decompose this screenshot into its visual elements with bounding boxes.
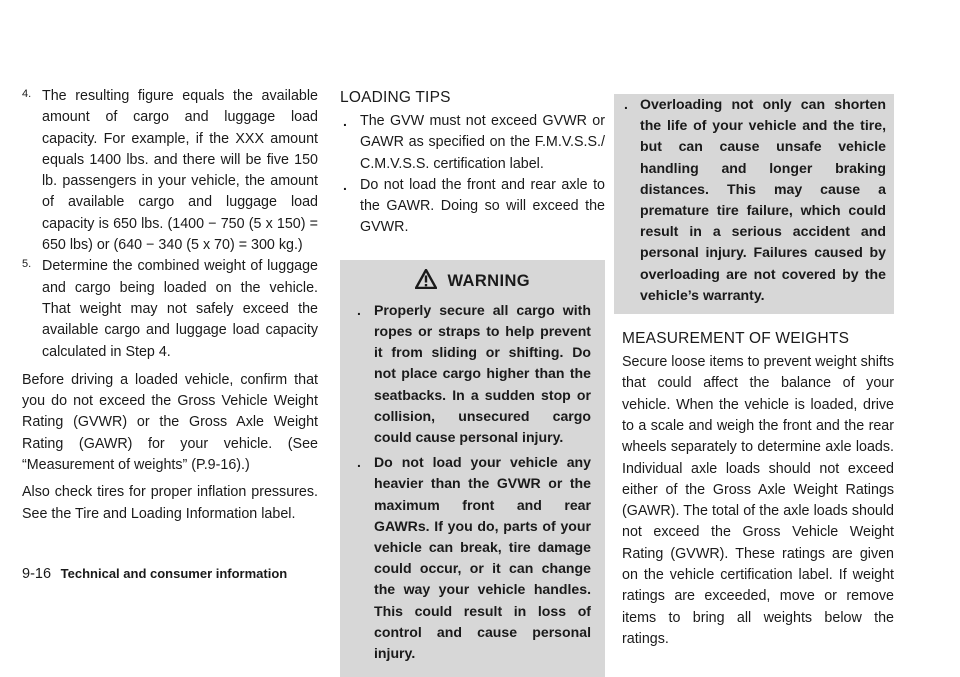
step-item-4 bbox=[22, 86, 318, 256]
warning-item bbox=[354, 452, 591, 664]
warning-text: Properly secure all cargo with ropes or straps to help prevent it from sliding or shifting. Do not place cargo higher than the seatbacks. In a sudden stop or collision, unsecured cargo could cause personal injury. bbox=[374, 301, 591, 445]
bullet-marker: . bbox=[357, 454, 361, 471]
step-text: The resulting figure equals the available amount of cargo and luggage load capacity. For example, if the XXX amount equals 1400 lbs. and there will be five 150 lb. passengers in your vehicle, the amount of available cargo and luggage load capacity is 650 lbs. (1400 − 750 (5 x 150) = 650 lbs) or (640 − 340 (5 x 70) = 300 kg.) bbox=[42, 88, 318, 254]
column-left bbox=[22, 86, 318, 531]
footer-section-title: Technical and consumer information bbox=[60, 566, 288, 581]
section-heading-loading-tips: LOADING TIPS bbox=[340, 89, 451, 106]
paragraph-confirm-ratings: Before driving a loaded vehicle, confirm that you do not exceed the Gross Vehicle Weight Rating (GVWR) or the Gross Axle Weight Rating (GAWR) for your vehicle. (See “Measurement of weights” (P.9-16).) bbox=[22, 371, 318, 474]
paragraph-measurement: Secure loose items to prevent weight shifts that could affect the balance of your vehicle. When the vehicle is loaded, drive to a scale and weigh the front and the rear wheels separately to determine axle loads. Individual axle loads should not exceed either of the Gross Axle Weight Ratings (GAWR). The total of the axle loads should not exceed the Gross Vehicle Weight Rating (GVWR). These ratings are given on the vehicle certification label. If weight ratings are exceeded, move or remove items to bring all weights below the ratings. bbox=[622, 354, 894, 647]
warning-text: Overloading not only can shorten the life of your vehicle and the tire, but can cause unsafe vehicle handling and longer braking distances. This may cause a premature tire failure, which could result in a serious accident and personal injury. Failures caused by overloading are not covered by the vehicle’s warranty. bbox=[640, 96, 886, 303]
warning-box bbox=[340, 260, 605, 677]
warning-text: Do not load your vehicle any heavier than the GVWR or the maximum front and rear GAWRs. If you do, parts of your vehicle can break, tire damage could occur, or it can change the way your vehicle handles. This could result in loss of control and cause personal injury. bbox=[374, 454, 591, 662]
warning-header bbox=[354, 269, 591, 294]
step-item-5 bbox=[22, 256, 318, 362]
section-heading-measurement: MEASUREMENT OF WEIGHTS bbox=[622, 330, 850, 348]
warning-triangle-icon bbox=[415, 269, 437, 294]
step-text: Determine the combined weight of luggage and cargo being loaded on the vehicle. That weight may not safely exceed the available cargo and luggage load capacity calculated in Step 4. bbox=[42, 258, 318, 360]
paragraph-tire-inflation: Also check tires for proper inflation pressures. See the Tire and Loading Information label. bbox=[22, 484, 318, 522]
page-footer bbox=[22, 566, 287, 582]
step-number: 4. bbox=[22, 88, 32, 100]
bullet-marker: . bbox=[343, 176, 347, 193]
column-right bbox=[622, 94, 894, 656]
list-item bbox=[340, 111, 605, 175]
warning-item-continued bbox=[614, 94, 894, 314]
bullet-text: Do not load the front and rear axle to the GAWR. Doing so will exceed the GVWR. bbox=[360, 176, 605, 236]
step-number: 5. bbox=[22, 258, 32, 271]
bullet-marker: . bbox=[343, 113, 347, 129]
column-middle bbox=[340, 88, 605, 677]
bullet-marker: . bbox=[357, 301, 361, 318]
bullet-text: The GVW must not exceed GVWR or GAWR as specified on the F.M.V.S.S./ C.M.V.S.S. certification label. bbox=[360, 113, 605, 172]
bullet-marker: . bbox=[624, 96, 628, 112]
list-item bbox=[340, 175, 605, 239]
page-number: 9-16 bbox=[22, 566, 52, 582]
warning-item bbox=[354, 300, 591, 448]
warning-title: WARNING bbox=[447, 271, 530, 290]
